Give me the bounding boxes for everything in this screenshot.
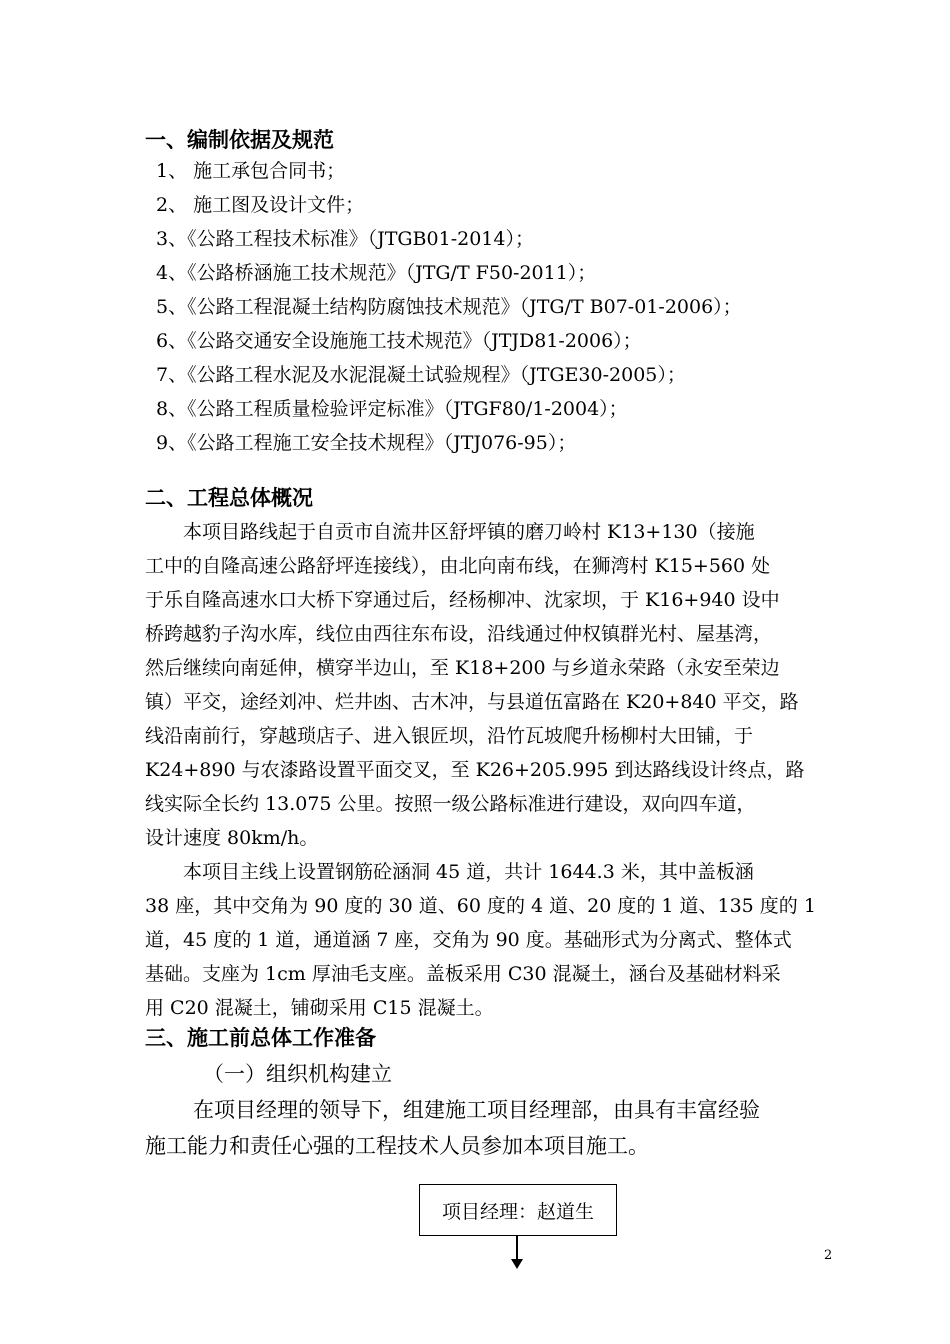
org-chart-box-project-manager bbox=[419, 1184, 617, 1236]
reference-item-2: 2、 施工图及设计文件； bbox=[156, 194, 365, 216]
culvert-line-3: 道，45 度的 1 道，通道涵 7 座，交角为 90 度。基础形式为分离式、整体式 bbox=[145, 929, 792, 951]
page-number: 2 bbox=[824, 1248, 833, 1263]
reference-item-8: 8、《公路工程质量检验评定标准》（JTGF80/1-2004）； bbox=[156, 398, 628, 420]
org-chart-box-label: 项目经理：赵道生 bbox=[441, 1200, 594, 1223]
overview-line-8: K24+890 与农漆路设置平面交叉，至 K26+205.995 到达路线设计终点，路 bbox=[145, 759, 805, 781]
culvert-line-2: 38 座，其中交角为 90 度的 30 道、60 度的 4 道、20 度的 1 道、135 度的 1 bbox=[145, 895, 816, 917]
reference-item-7: 7、《公路工程水泥及水泥混凝土试验规程》（JTGE30-2005）； bbox=[156, 364, 686, 386]
organization-line-2: 施工能力和责任心强的工程技术人员参加本项目施工。 bbox=[145, 1134, 649, 1158]
overview-line-5: 然后继续向南延伸，横穿半边山，至 K18+200 与乡道永荣路（永安至荣边 bbox=[145, 657, 780, 679]
heading-3: 三、施工前总体工作准备 bbox=[145, 1026, 376, 1050]
heading-1: 一、编制依据及规范 bbox=[145, 128, 334, 152]
overview-line-2: 工中的自隆高速公路舒坪连接线），由北向南布线，在狮湾村 K15+560 处 bbox=[145, 555, 771, 577]
organization-line-1: 在项目经理的领导下，组建施工项目经理部，由具有丰富经验 bbox=[193, 1098, 760, 1122]
overview-line-4: 桥跨越豹子沟水库，线位由西往东布设，沿线通过仲权镇群光村、屋基湾， bbox=[145, 623, 773, 645]
heading-2: 二、工程总体概况 bbox=[145, 486, 313, 510]
overview-line-3: 于乐自隆高速水口大桥下穿通过后，经杨柳冲、沈家坝，于 K16+940 设中 bbox=[145, 589, 780, 611]
overview-line-1: 本项目路线起于自贡市自流井区舒坪镇的磨刀岭村 K13+130（接施 bbox=[183, 521, 755, 543]
subheading-organization: （一）组织机构建立 bbox=[203, 1062, 392, 1086]
reference-item-1: 1、 施工承包合同书； bbox=[156, 160, 346, 182]
reference-item-5: 5、《公路工程混凝土结构防腐蚀技术规范》（JTG/T B07-01-2006）； bbox=[156, 296, 742, 318]
culvert-line-4: 基础。支座为 1cm 厚油毛支座。盖板采用 C30 混凝土，涵台及基础材料采 bbox=[145, 963, 781, 985]
reference-item-4: 4、《公路桥涵施工技术规范》（JTG/T F50-2011）； bbox=[156, 262, 597, 284]
culvert-line-1: 本项目主线上设置钢筋砼涵洞 45 道，共计 1644.3 米，其中盖板涵 bbox=[183, 861, 754, 883]
reference-item-6: 6、《公路交通安全设施施工技术规范》（JTJD81-2006）； bbox=[156, 330, 642, 352]
reference-item-9: 9、《公路工程施工安全技术规程》（JTJ076-95）； bbox=[156, 432, 577, 454]
overview-line-10: 设计速度 80km/h。 bbox=[145, 827, 319, 849]
reference-item-3: 3、《公路工程技术标准》（JTGB01-2014）； bbox=[156, 228, 534, 250]
overview-line-6: 镇）平交，途经刘冲、烂井凼、古木冲，与县道伍富路在 K20+840 平交，路 bbox=[145, 691, 799, 713]
org-chart-arrow-down-icon bbox=[511, 1259, 523, 1269]
culvert-line-5: 用 C20 混凝土，铺砌采用 C15 混凝土。 bbox=[145, 997, 494, 1019]
overview-line-9: 线实际全长约 13.075 公里。按照一级公路标准进行建设，双向四车道， bbox=[145, 793, 756, 815]
overview-line-7: 线沿南前行，穿越琐店子、进入银匠坝，沿竹瓦坡爬升杨柳村大田铺，于 bbox=[145, 725, 754, 747]
